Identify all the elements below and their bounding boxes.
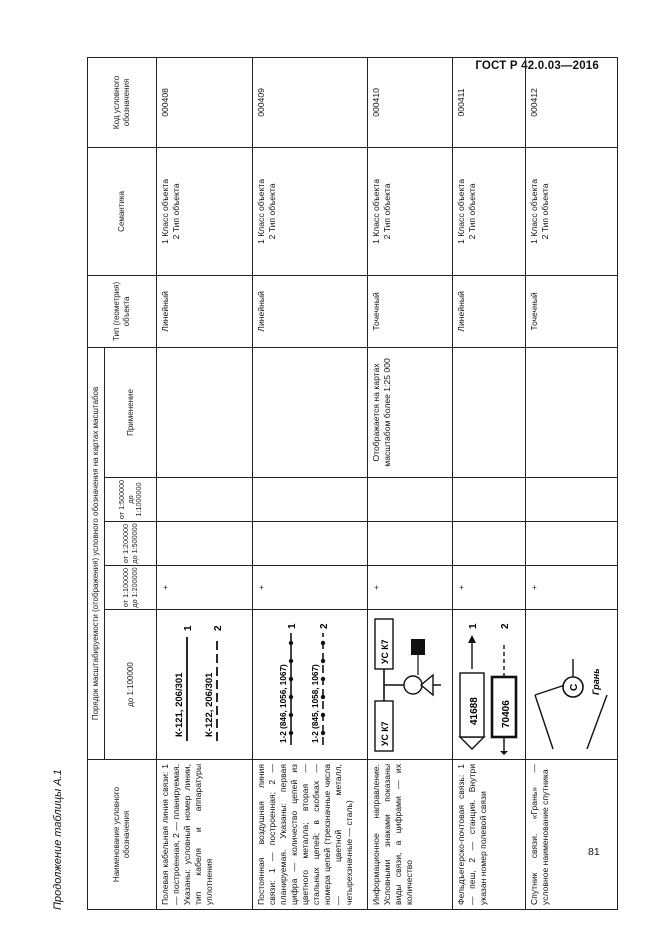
row-scale-1000000 xyxy=(253,478,368,522)
row-geometry: Линейный xyxy=(157,275,253,347)
row-code: 000412 xyxy=(526,57,618,147)
row-name: Полевая кабельная линия связи: 1 — построенная, 2 — планируемая. Указаны: условный номер линии, тип кабеля и аппаратуры уплотнения xyxy=(157,760,253,910)
station-arrow-tip xyxy=(500,751,508,755)
col-scale-1000000: от 1:500000 до 1:1000000 xyxy=(105,478,157,522)
radio-icon xyxy=(421,675,433,695)
telephone-icon xyxy=(404,676,422,694)
row-semantics: 1 Класс объекта 2 Тип объекта xyxy=(526,147,618,275)
col-semantics-header: Семантика xyxy=(88,147,157,275)
standard-header: ГОСТ Р 42.0.03—2016 xyxy=(475,60,599,72)
row-scale-200000: + xyxy=(453,566,526,610)
satellite-beam-lower xyxy=(587,695,607,749)
row-symbol xyxy=(453,610,526,760)
row-scale-200000: + xyxy=(526,566,618,610)
row-scale-200000: + xyxy=(253,566,368,610)
courier-arrow-head xyxy=(460,737,484,749)
row-note xyxy=(526,347,618,477)
info-direction-symbol xyxy=(371,615,449,755)
row-semantics: 1 Класс объекта 2 Тип объекта xyxy=(253,147,368,275)
row-note: Отображается на картах масштабом более 1:25 000 xyxy=(368,347,453,477)
line-1-label: 1-2 (846, 1056, 1067) xyxy=(279,664,289,743)
table-row xyxy=(368,57,453,909)
courier-arrow-tip xyxy=(468,635,476,643)
cable-line-symbol xyxy=(160,615,246,755)
row-scale-500000 xyxy=(157,522,253,566)
col-scale-100000: до 1:100000 xyxy=(105,610,157,760)
row-scale-500000 xyxy=(526,522,618,566)
satellite-letter: С xyxy=(569,683,581,691)
line-2-number: 2 xyxy=(319,623,331,629)
row-semantics: 1 Класс объекта 2 Тип объекта xyxy=(453,147,526,275)
row-scale-500000 xyxy=(453,522,526,566)
table-caption: Продолжение таблицы А.1 xyxy=(52,769,64,910)
row-note xyxy=(157,347,253,477)
col-code-header: Код условного обозначения xyxy=(88,57,157,147)
header-row-1 xyxy=(88,57,105,909)
courier-type-number: 1 xyxy=(468,623,480,629)
station-label-right: УС К7 xyxy=(380,639,391,664)
row-name: Постоянная воздушная линия связи: 1 — построенная; 2 — планируемая. Указаны: первая цифра — количество цепей из цветного металла; вторая — стальных цепей; в скобках — номера цепей (трехзначные числа — цветной металл, четырехзначные — сталь) xyxy=(253,760,368,910)
row-geometry: Точечный xyxy=(526,275,618,347)
row-note xyxy=(253,347,368,477)
row-scale-200000: + xyxy=(157,566,253,610)
table-row xyxy=(453,57,526,909)
col-scale-500000: от 1:200000 до 1:500000 xyxy=(105,522,157,566)
satellite-name: Грань xyxy=(591,668,602,695)
line-1-number: 1 xyxy=(287,623,299,629)
courier-post-symbol xyxy=(456,615,522,755)
row-scale-200000: + xyxy=(368,566,453,610)
row-semantics: 1 Класс объекта 2 Тип объекта xyxy=(157,147,253,275)
row-scale-1000000 xyxy=(368,478,453,522)
line-2-label: 1-2 (845, 1058, 1067) xyxy=(311,664,321,743)
courier-number: 41688 xyxy=(469,697,481,725)
row-name: Спутник связи. «Грань» — условное наименование спутника xyxy=(526,760,618,910)
station-type-number: 2 xyxy=(500,623,512,629)
row-symbol xyxy=(157,610,253,760)
rotated-table-content xyxy=(52,58,602,910)
row-scale-1000000 xyxy=(526,478,618,522)
line-1-number: 1 xyxy=(183,625,195,631)
row-code: 000411 xyxy=(453,57,526,147)
col-order-header: Порядок масштабируемости (отображения) условного обозначения на картах масштабов xyxy=(88,347,105,759)
col-scale-200000: от 1:100000 до 1:200000 xyxy=(105,566,157,610)
overhead-line-symbol xyxy=(256,615,356,755)
col-geometry-header: Тип (геометрия) объекта xyxy=(88,275,157,347)
row-note xyxy=(453,347,526,477)
row-scale-1000000 xyxy=(453,478,526,522)
row-geometry: Линейный xyxy=(453,275,526,347)
symbols-table xyxy=(87,57,618,910)
satellite-beam-left xyxy=(535,695,553,749)
page-number: 81 xyxy=(588,846,600,858)
row-geometry: Линейный xyxy=(253,275,368,347)
table-row xyxy=(157,57,253,909)
row-semantics: 1 Класс объекта 2 Тип объекта xyxy=(368,147,453,275)
telegraph-icon xyxy=(411,639,425,655)
row-scale-500000 xyxy=(368,522,453,566)
line-2-number: 2 xyxy=(213,625,225,631)
satellite-beam-mid xyxy=(535,685,565,695)
row-scale-1000000 xyxy=(157,478,253,522)
table-row xyxy=(253,57,368,909)
station-number: 70406 xyxy=(501,700,513,728)
row-name: Информационное направление. Условными знаками показаны виды связи, а цифрами — их количество xyxy=(368,760,453,910)
row-code: 000410 xyxy=(368,57,453,147)
row-code: 000408 xyxy=(157,57,253,147)
row-code: 000409 xyxy=(253,57,368,147)
row-geometry: Точечный xyxy=(368,275,453,347)
line-1-label: К-121, 206/301 xyxy=(174,672,186,737)
row-symbol xyxy=(253,610,368,760)
col-name-header: Наименование условного обозначения xyxy=(88,760,157,910)
line-2-label: К-122, 206/301 xyxy=(204,672,216,737)
col-note-header: Применение xyxy=(105,347,157,477)
table-row xyxy=(526,57,618,909)
row-symbol xyxy=(526,610,618,760)
station-label-left: УС К7 xyxy=(380,721,391,746)
row-symbol xyxy=(368,610,453,760)
row-scale-500000 xyxy=(253,522,368,566)
row-name: Фельдъегерско-почтовая связь: 1 — пеш, 2 — станция. Внутри указан номер полевой связи xyxy=(453,760,526,910)
satellite-symbol xyxy=(529,615,613,755)
